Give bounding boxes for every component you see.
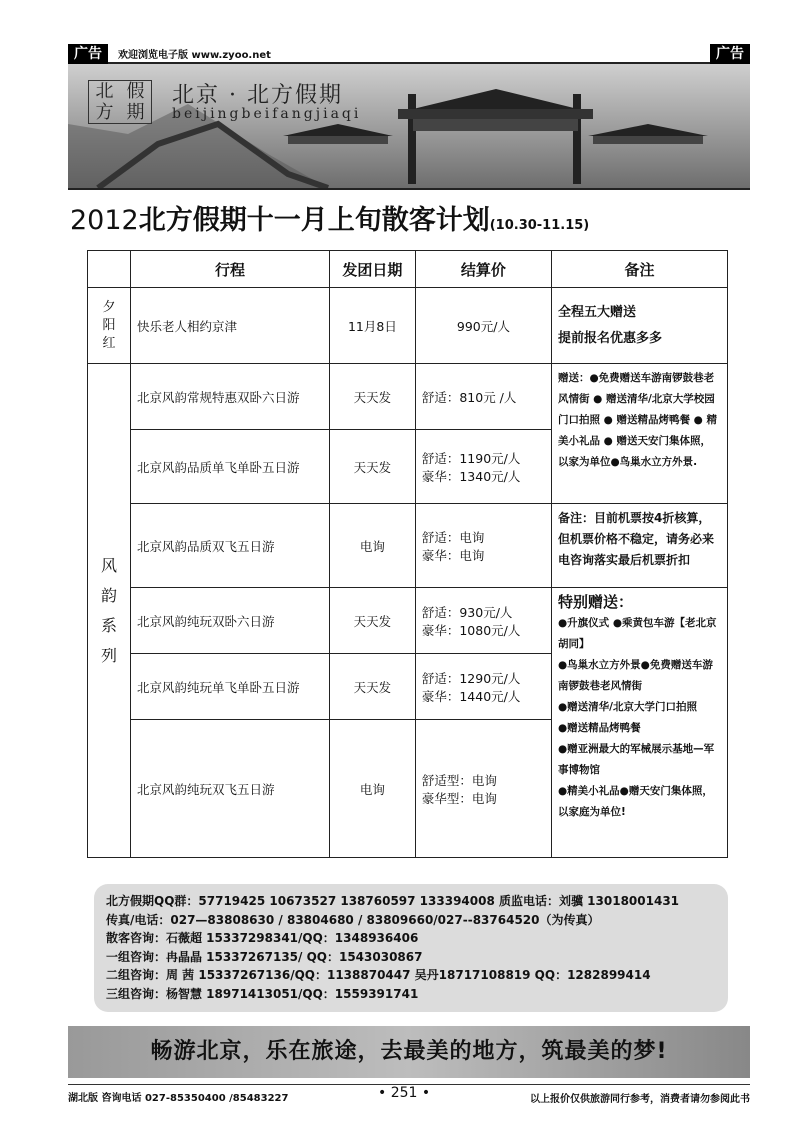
header-note: 备注	[552, 251, 728, 288]
ad-tag-left: 广告	[68, 44, 108, 64]
contact-line: 传真/电话：027—83808630 / 83804680 / 83809660/027--83764520（为传真）	[106, 912, 600, 927]
table-header-row	[88, 251, 728, 288]
contact-line: 北方假期QQ群：57719425 10673527 138760597 133394008 质监电话：刘骥 13018001431	[106, 894, 680, 908]
contact-line: 散客咨询：石薇超 15337298341/QQ：1348936406	[106, 931, 419, 945]
route: 北京风韵品质双飞五日游	[130, 504, 329, 588]
slogan-banner: 畅游北京，乐在旅途，去最美的地方，筑最美的梦!	[68, 1026, 750, 1078]
great-wall-illustration	[68, 64, 750, 188]
price: 舒适：电询 豪华：电询	[415, 504, 551, 588]
route: 北京风韵常规特惠双卧六日游	[130, 364, 329, 430]
table-row	[88, 588, 728, 654]
price: 舒适：810元 /人	[415, 364, 551, 430]
date: 电询	[329, 720, 415, 858]
tour-plan-table	[87, 250, 728, 858]
series-xiyang: 夕阳红	[88, 288, 131, 364]
table-row	[88, 364, 728, 430]
route: 快乐老人相约京津	[130, 288, 329, 364]
date: 天天发	[329, 588, 415, 654]
banner-pinyin: beijingbeifangjiaqi	[172, 106, 362, 122]
date: 天天发	[329, 430, 415, 504]
date: 11月8日	[329, 288, 415, 364]
note-special: 特别赠送： ●升旗仪式 ●乘黄包车游【老北京胡同】 ●鸟巢水立方外景●免费赠送车游南锣鼓巷老风情街 ●赠送清华/北京大学门口拍照 ●赠送精品烤鸭餐 ●赠亚洲最大的军械展示基地—军事博物馆 ●精美小礼品●赠天安门集体照，以家庭为单位!	[552, 588, 728, 858]
table-row	[88, 504, 728, 588]
date: 天天发	[329, 654, 415, 720]
note-ticket: 备注：目前机票按4折核算，但机票价格不稳定，请务必来电咨询落实最后机票折扣	[552, 504, 728, 588]
price: 舒适：930元/人 豪华：1080元/人	[415, 588, 551, 654]
ad-tag-right: 广告	[710, 44, 750, 64]
note-gift: 赠送：●免费赠送车游南锣鼓巷老风情街 ● 赠送清华/北京大学校园门口拍照 ● 赠送精品烤鸭餐 ● 精美小礼品 ● 赠送天安门集体照，以家为单位●鸟巢水立方外景.	[552, 364, 728, 504]
price: 舒适：1190元/人 豪华：1340元/人	[415, 430, 551, 504]
welcome-text: 欢迎浏览电子版 www.zyoo.net	[118, 50, 271, 61]
header-date: 发团日期	[329, 251, 415, 288]
header-route: 行程	[130, 251, 329, 288]
price: 舒适型：电询 豪华型：电询	[415, 720, 551, 858]
route: 北京风韵纯玩单飞单卧五日游	[130, 654, 329, 720]
banner-title: 北京 · 北方假期	[172, 83, 343, 108]
note-xiyang: 全程五大赠送 提前报名优惠多多	[552, 288, 728, 364]
price: 990元/人	[415, 288, 551, 364]
beifang-logo: 北 假 方 期	[88, 80, 152, 124]
date: 电询	[329, 504, 415, 588]
page-number: • 251 •	[378, 1085, 431, 1101]
banner	[68, 64, 750, 190]
route: 北京风韵品质单飞单卧五日游	[130, 430, 329, 504]
footer	[68, 1084, 750, 1104]
route: 北京风韵纯玩双飞五日游	[130, 720, 329, 858]
footer-hotline: 湖北版 咨询电话 027-85350400 /85483227	[68, 1093, 289, 1104]
page-title: 2012北方假期十一月上旬散客计划(10.30-11.15)	[70, 205, 590, 236]
contact-line: 一组咨询：冉晶晶 15337267135/ QQ：1543030867	[106, 949, 423, 964]
contact-line: 二组咨询：周 茜 15337267136/QQ：1138870447 吴丹18717108819 QQ：1282899414	[106, 968, 651, 982]
price: 舒适：1290元/人 豪华：1440元/人	[415, 654, 551, 720]
series-fengyun: 风韵系列	[88, 364, 131, 858]
contact-line: 三组咨询：杨智慧 18971413051/QQ：1559391741	[106, 986, 419, 1001]
table-row	[88, 288, 728, 364]
route: 北京风韵纯玩双卧六日游	[130, 588, 329, 654]
header-price: 结算价	[415, 251, 551, 288]
date: 天天发	[329, 364, 415, 430]
footer-disclaimer: 以上报价仅供旅游同行参考，消费者请勿参阅此书	[530, 1094, 750, 1105]
contact-box	[94, 884, 728, 1012]
